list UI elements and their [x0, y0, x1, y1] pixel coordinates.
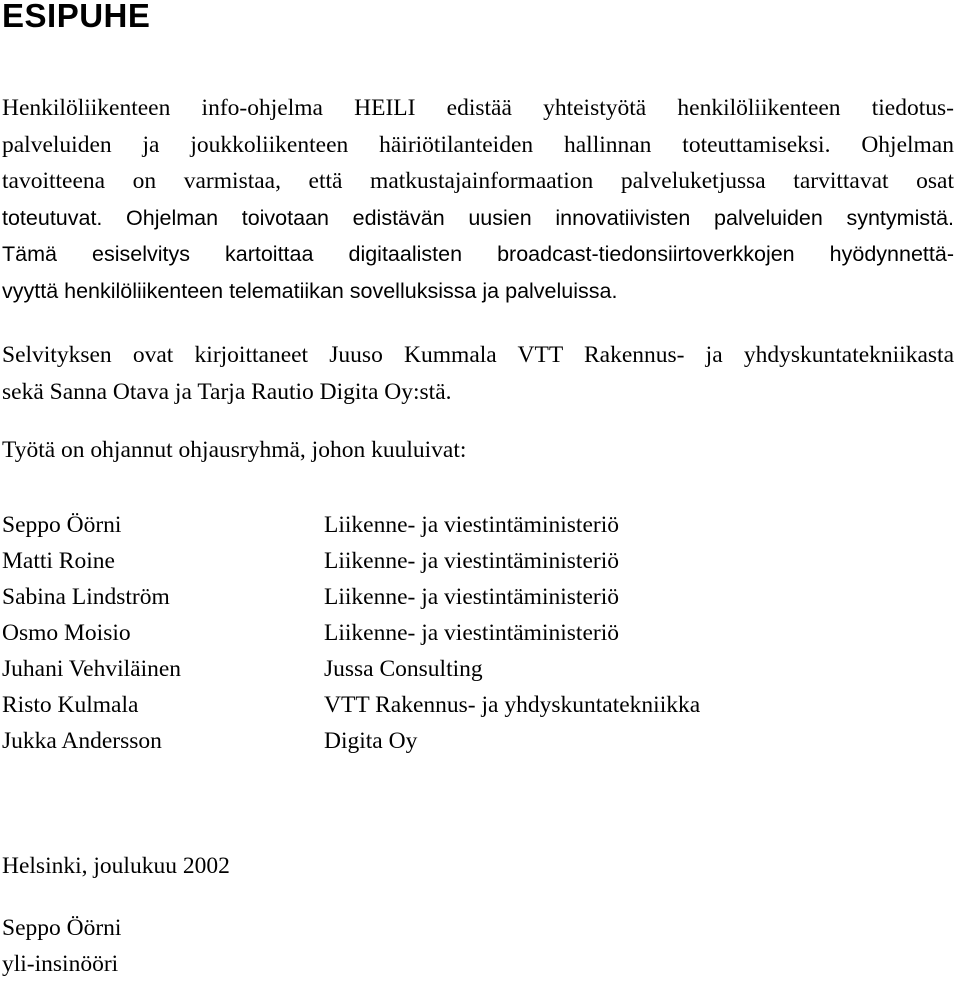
member-organization: Liikenne- ja viestintäministeriö	[324, 620, 619, 646]
paragraph-authors-line: sekä Sanna Otava ja Tarja Rautio Digita Oy:stä.	[2, 378, 452, 405]
paragraph-steering-intro-line: Työtä on ohjannut ohjausryhmä, johon kuuluivat:	[2, 437, 467, 463]
member-organization: Liikenne- ja viestintäministeriö	[324, 548, 619, 574]
paragraph-steering-intro	[2, 432, 954, 469]
member-organization: Liikenne- ja viestintäministeriö	[324, 512, 619, 538]
steering-group-member	[2, 579, 902, 615]
member-organization: Digita Oy	[324, 728, 418, 754]
paragraph-intro-line: vyyttä henkilöliikenteen telematiikan sovelluksissa ja palveluissa.	[2, 278, 618, 303]
member-organization: VTT Rakennus- ja yhdyskuntatekniikka	[324, 692, 701, 718]
member-name: Osmo Moisio	[2, 620, 131, 646]
page-title: ESIPUHE	[2, 0, 151, 34]
paragraph-intro-line: Henkilöliikenteen info-ohjelma HEILI edistää yhteistyötä henkilöliikenteen tiedotus-	[2, 95, 954, 121]
steering-group-member	[2, 723, 902, 759]
steering-group-member	[2, 543, 902, 579]
signer-name: Seppo Öörni	[2, 915, 122, 941]
place-and-date: Helsinki, joulukuu 2002	[2, 853, 230, 879]
member-name: Jukka Andersson	[2, 728, 162, 754]
steering-group-member	[2, 615, 902, 651]
paragraph-authors	[2, 337, 954, 410]
member-name: Juhani Vehviläinen	[2, 656, 182, 682]
member-name: Sabina Lindström	[2, 584, 170, 610]
paragraph-intro-line: tavoitteena on varmistaa, että matkustajainformaation palveluketjussa tarvittavat osat	[2, 168, 954, 194]
member-name: Matti Roine	[2, 548, 115, 574]
steering-group-member	[2, 507, 902, 543]
member-name: Seppo Öörni	[2, 512, 122, 538]
member-name: Risto Kulmala	[2, 692, 139, 718]
steering-group-list	[2, 507, 902, 759]
steering-group-member	[2, 651, 902, 687]
member-organization: Liikenne- ja viestintäministeriö	[324, 584, 619, 610]
paragraph-intro	[2, 90, 954, 309]
steering-group-member	[2, 687, 902, 723]
paragraph-intro-line: palveluiden ja joukkoliikenteen häiriötilanteiden hallinnan toteuttamiseksi. Ohjelman	[2, 131, 954, 158]
signer-title: yli-insinööri	[2, 951, 119, 977]
paragraph-authors-line: Selvityksen ovat kirjoittaneet Juuso Kummala VTT Rakennus- ja yhdyskuntatekniikasta	[2, 342, 954, 368]
paragraph-intro-line: Tämä esiselvitys kartoittaa digitaalisten broadcast-tiedonsiirtoverkkojen hyödynnettä-	[2, 242, 954, 266]
member-organization: Jussa Consulting	[324, 656, 483, 682]
paragraph-intro-line: toteutuvat. Ohjelman toivotaan edistävän uusien innovatiivisten palveluiden syntymistä.	[2, 205, 954, 230]
